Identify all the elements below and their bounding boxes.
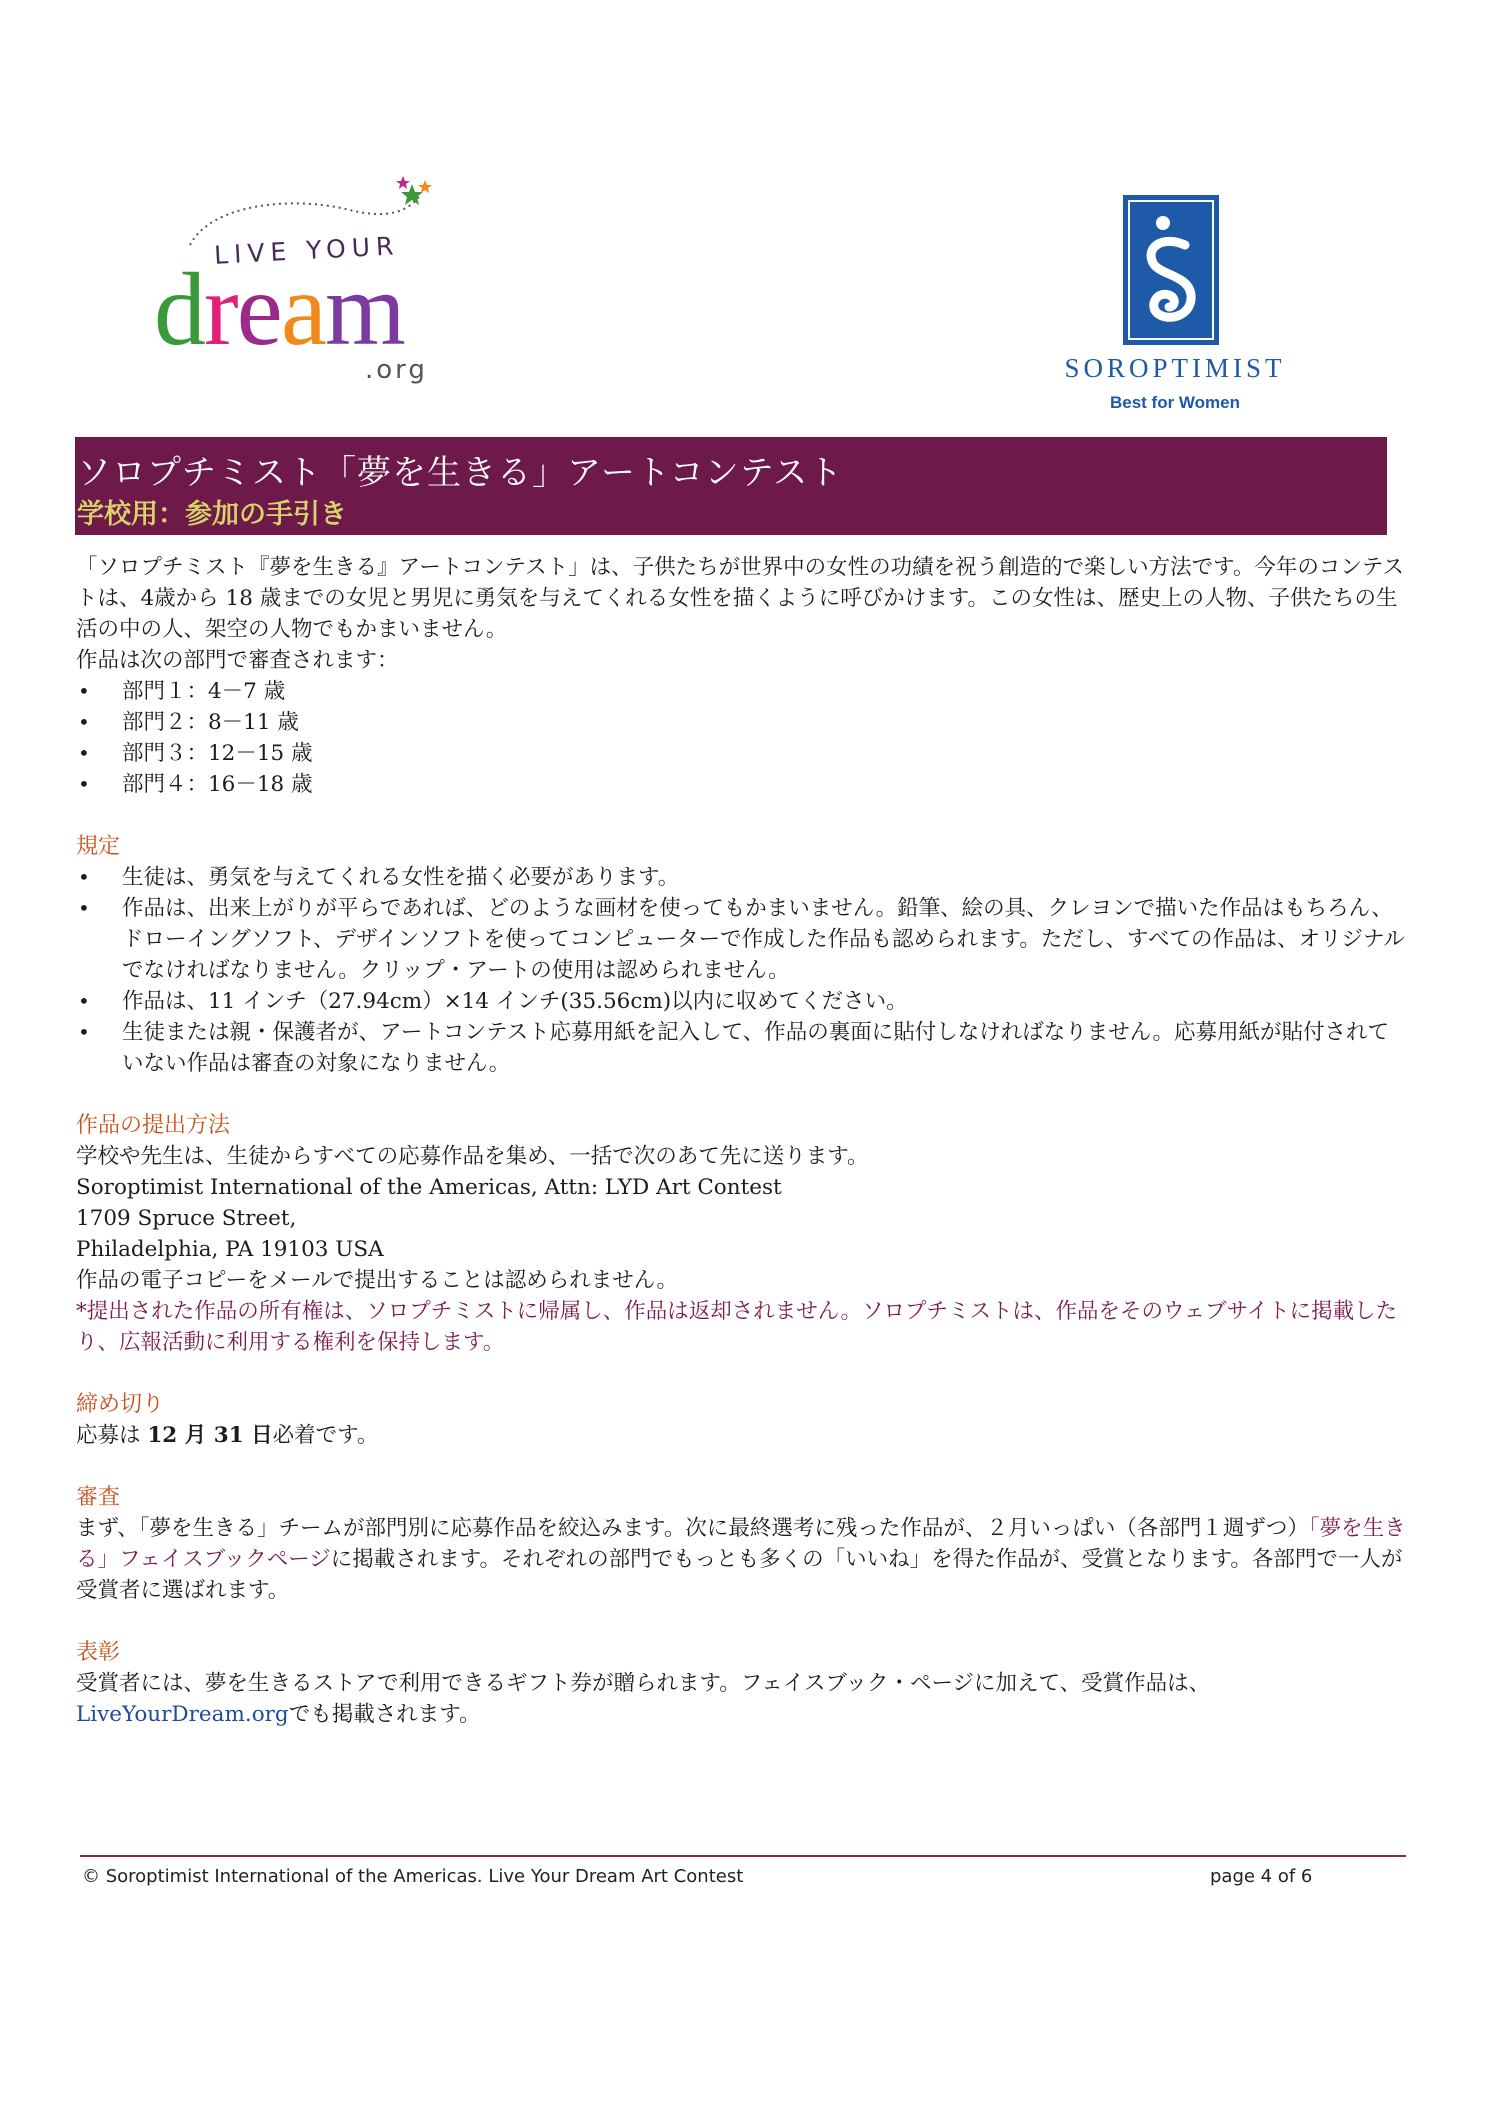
page-title: ソロプチミスト「夢を生きる」アートコンテスト — [77, 453, 844, 493]
deadline-text: 応募は 12 月 31 日必着です。 — [76, 1423, 379, 1448]
soroptimist-s-emblem-icon — [1123, 195, 1219, 345]
lyd-letter: m — [324, 252, 404, 367]
lyd-wordmark — [154, 252, 404, 367]
categories-list — [76, 676, 1406, 800]
address-line: 1709 Spruce Street, — [76, 1206, 297, 1231]
lyd-letter: e — [236, 252, 281, 367]
footer-divider — [80, 1855, 1406, 1857]
list-item: • 部門２：8－11 歳 — [76, 707, 1406, 738]
list-item: • 部門３：12－15 歳 — [76, 738, 1406, 769]
list-item: • 生徒または親・保護者が、アートコンテスト応募用紙を記入して、作品の裏面に貼付しなければなりません。応募用紙が貼付されていない作品は審査の対象になりません。 — [76, 1017, 1406, 1079]
lyd-domain: .org — [365, 355, 428, 385]
intro-paragraph: 「ソロプチミスト『夢を生きる』アートコンテスト」は、子供たちが世界中の女性の功績を祝う創造的で楽しい方法です。今年のコンテストは、4歳から 18 歳までの女児と男児に勇気を与えてくれる女性を描くように呼びかけます。この女性は、歴史上の人物、子供たちの生活の中の人、架空の人物でもかまいません。 — [76, 555, 1405, 642]
list-item: • 作品は、出来上がりが平らであれば、どのような画材を使ってもかまいません。鉛筆、絵の具、クレヨンで描いた作品はもちろん、ドローイングソフト、デザインソフトを使ってコンピューターで作成した作品も認められます。ただし、すべての作品は、オリジナルでなければなりません。クリップ・アートの使用は認められません。 — [76, 893, 1406, 986]
submission-electronic-note: 作品の電子コピーをメールで提出することは認められません。 — [76, 1268, 679, 1293]
page-subtitle: 学校用：参加の手引き — [77, 499, 347, 530]
list-item: • 部門４：16－18 歳 — [76, 769, 1406, 800]
facebook-page-link[interactable]: 「夢を生きる」フェイスブックページ — [76, 1516, 1406, 1572]
lyd-letter: r — [204, 252, 237, 367]
deadline-date: 12 月 31 日 — [147, 1423, 273, 1448]
list-item: • 生徒は、勇気を与えてくれる女性を描く必要があります。 — [76, 862, 1406, 893]
rules-heading: 規定 — [76, 834, 121, 859]
lyd-letter: d — [154, 252, 204, 367]
ownership-note: *提出された作品の所有権は、ソロプチミストに帰属し、作品は返却されません。ソロプチミストは、作品をそのウェブサイトに掲載したり、広報活動に利用する権利を保持します。 — [76, 1299, 1398, 1355]
list-item: • 作品は、11 インチ（27.94cm）×14 インチ(35.56cm)以内に収めてください。 — [76, 986, 1406, 1017]
address-line: Philadelphia, PA 19103 USA — [76, 1237, 384, 1262]
judging-heading: 審査 — [76, 1485, 121, 1510]
document-body — [76, 552, 1406, 1730]
live-your-dream-logo — [150, 170, 450, 385]
categories-lead: 作品は次の部門で審査されます： — [76, 648, 399, 673]
address-line: Soroptimist International of the Americas, Attn: LYD Art Contest — [76, 1175, 782, 1200]
soroptimist-logo — [1035, 195, 1335, 420]
list-item: • 部門１：4－7 歳 — [76, 676, 1406, 707]
lyd-tagline: LIVE YOUR — [213, 231, 401, 270]
awards-text: 受賞者には、夢を生きるストアで利用できるギフト券が贈られます。フェイスブック・ページに加えて、受賞作品は、LiveYourDream.orgでも掲載されます。 — [76, 1671, 1211, 1727]
page-number: page 4 of 6 — [1210, 1866, 1313, 1887]
soroptimist-name: SOROPTIMIST — [1064, 353, 1286, 383]
soroptimist-tagline: Best for Women — [1109, 393, 1241, 412]
lyd-letter: a — [280, 252, 325, 367]
deadline-heading: 締め切り — [76, 1392, 165, 1417]
rules-list — [76, 862, 1406, 1079]
awards-heading: 表彰 — [76, 1640, 121, 1665]
judging-text: まず、「夢を生きる」チームが部門別に応募作品を絞込みます。次に最終選考に残った作品が、２月いっぱい（各部門１週ずつ）「夢を生きる」フェイスブックページに掲載されます。それぞれの部門でもっとも多くの「いいね」を得た作品が、受賞となります。各部門で一人が受賞者に選ばれます。 — [76, 1516, 1406, 1603]
footer-copyright: © Soroptimist International of the Americas. Live Your Dream Art Contest — [82, 1866, 744, 1887]
title-banner — [75, 437, 1387, 535]
liveyourdream-link[interactable]: LiveYourDream.org — [76, 1702, 289, 1727]
submission-instruction: 学校や先生は、生徒からすべての応募作品を集め、一括で次のあて先に送ります。 — [76, 1144, 869, 1169]
submission-heading: 作品の提出方法 — [76, 1113, 231, 1138]
